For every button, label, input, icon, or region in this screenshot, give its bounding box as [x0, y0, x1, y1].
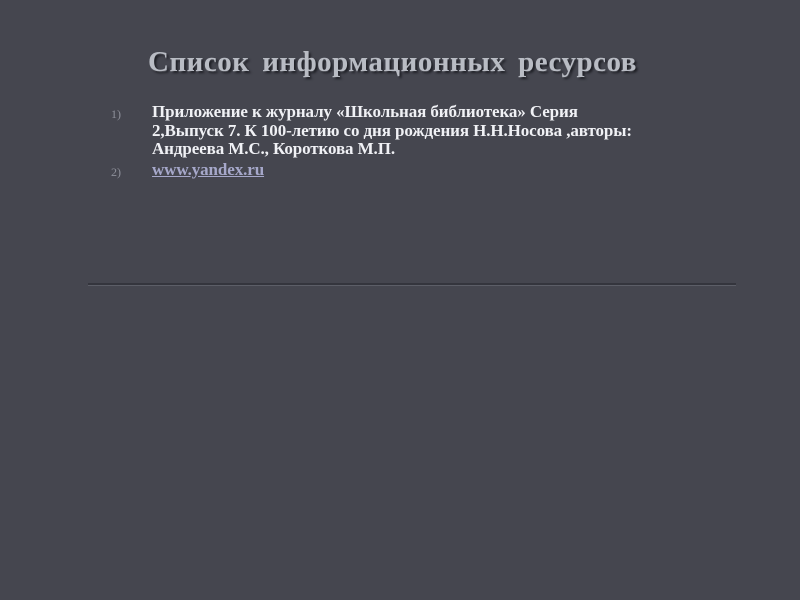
resource-list [96, 103, 636, 180]
list-item-text: Приложение к журналу «Школьная библиотека» Серия 2,Выпуск 7. К 100-летию со дня рождения Н.Н.Носова ,авторы: Андреева М.С., Короткова М.П. [152, 102, 632, 158]
yandex-link[interactable]: www.yandex.ru [152, 159, 265, 179]
list-item-text [152, 161, 636, 180]
list-item [96, 161, 636, 180]
list-item-number: 1) [111, 107, 121, 121]
slide-title: Список информационных ресурсов [148, 46, 637, 78]
list-item-number: 2) [111, 164, 121, 179]
list-item [96, 103, 636, 159]
horizontal-divider [88, 283, 736, 286]
